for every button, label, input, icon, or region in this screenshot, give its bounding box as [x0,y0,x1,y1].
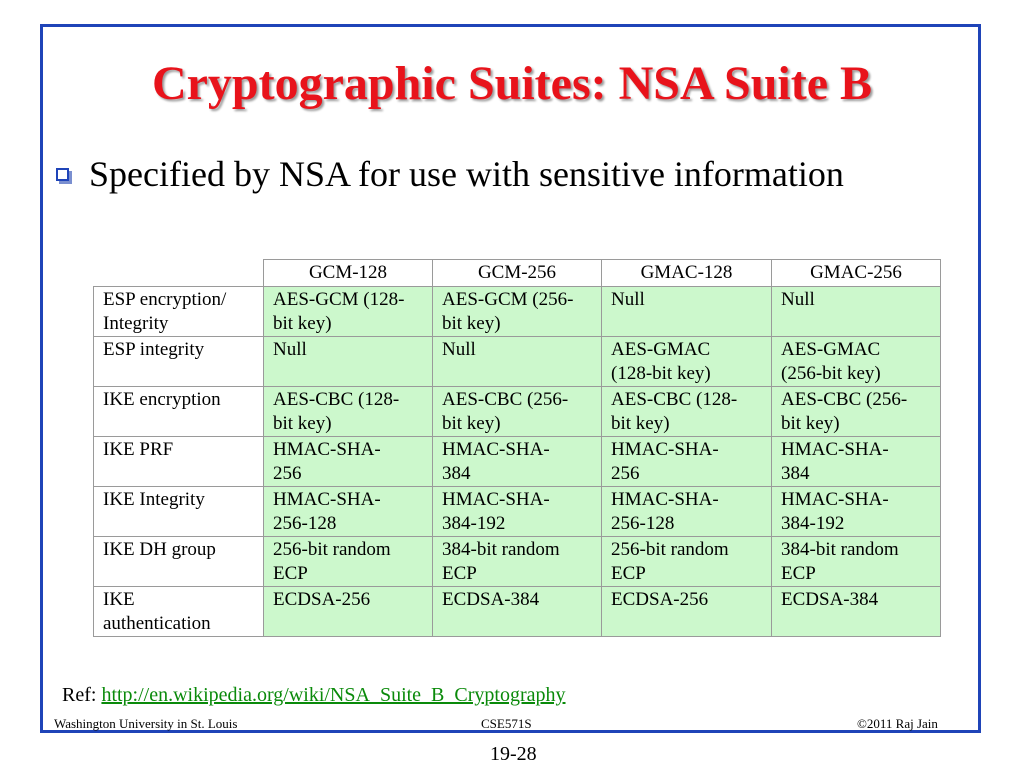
table-cell [772,587,941,637]
table-cell-text: 384-192 [442,513,506,534]
table-cell-text: 384-bit random [781,539,899,560]
reference-prefix: Ref: [62,684,102,706]
table-row [94,487,941,537]
row-header-text: IKE DH group [103,539,216,560]
table-cell-text: AES-CBC (128- [273,389,400,410]
table-cell-text: 384 [442,463,471,484]
table-cell-text: HMAC-SHA- [781,489,889,510]
table-cell [433,387,602,437]
table-cell [433,287,602,337]
table-header-row [94,260,941,287]
table-cell-text: HMAC-SHA- [442,489,550,510]
row-header-cell [94,587,264,637]
table-cell [602,537,772,587]
table-cell-text: bit key) [273,313,332,334]
table-cell-text: 384-bit random [442,539,560,560]
table-cell-text: AES-GCM (256- [442,289,574,310]
table-cell [433,337,602,387]
page-number: 19-28 [490,743,537,765]
table-cell-text: HMAC-SHA- [611,439,719,460]
bullet-text: Specified by NSA for use with sensitive information [89,154,844,194]
table-cell-text: 384 [781,463,810,484]
table-cell-text: ECP [781,563,816,584]
table-cell-text: AES-GMAC [781,339,881,360]
table-cell [602,287,772,337]
table-cell-text: AES-CBC (128- [611,389,738,410]
slide-title: Cryptographic Suites: NSA Suite B [151,57,873,110]
table-cell-text: (128-bit key) [611,363,711,384]
table-cell [772,437,941,487]
table-cell [433,487,602,537]
table-cell-text: HMAC-SHA- [273,439,381,460]
table-cell-text: 256-bit random [611,539,729,560]
table-row [94,587,941,637]
table-row [94,537,941,587]
table-cell-text: HMAC-SHA- [781,439,889,460]
table-cell [264,587,433,637]
row-header-cell [94,487,264,537]
table-cell-text: 256 [611,463,640,484]
table-cell [772,537,941,587]
row-header-text: IKE Integrity [103,489,205,510]
table-cell-text: AES-CBC (256- [781,389,908,410]
column-header: GCM-128 [264,260,433,287]
table-cell [602,487,772,537]
table-cell [602,437,772,487]
table-cell [264,537,433,587]
column-header: GMAC-256 [772,260,941,287]
reference-line [62,684,566,707]
row-header-text: IKE [103,589,135,610]
table-cell-text: bit key) [273,413,332,434]
row-header-text: ESP integrity [103,339,205,360]
row-header-text: authentication [103,613,211,634]
table-cell-text: AES-GCM (128- [273,289,405,310]
table-cell [602,587,772,637]
table-row [94,437,941,487]
table-cell [433,437,602,487]
table-cell-text: AES-CBC (256- [442,389,569,410]
square-bullet-icon [56,168,69,181]
reference-link[interactable]: http://en.wikipedia.org/wiki/NSA_Suite_B_Cryptography [101,684,566,706]
table-cell [602,337,772,387]
table-cell-text: 256-128 [611,513,675,534]
suite-table [93,259,941,637]
table-cell [602,387,772,437]
footer-copyright: ©2011 Raj Jain [857,716,938,731]
row-header-cell [94,437,264,487]
table-cell [264,387,433,437]
bullet-item [56,156,844,192]
table-cell-text: (256-bit key) [781,363,881,384]
row-header-cell [94,287,264,337]
footer-course: CSE571S [481,716,532,731]
column-header: GCM-256 [433,260,602,287]
row-header-cell [94,537,264,587]
table-row [94,337,941,387]
table-row [94,287,941,337]
table-cell-text: 384-192 [781,513,845,534]
row-header-text: IKE PRF [103,439,174,460]
table-cell-text: HMAC-SHA- [611,489,719,510]
table-cell [433,587,602,637]
table-cell-text: ECDSA-384 [781,589,879,610]
table-cell [264,487,433,537]
table-corner-cell [94,260,264,287]
table-cell-text: 256 [273,463,302,484]
table-cell-text: AES-GMAC [611,339,711,360]
table-cell-text: Null [273,339,307,360]
table-cell-text: bit key) [442,413,501,434]
table-cell-text: Null [442,339,476,360]
row-header-text: Integrity [103,313,169,334]
table-cell [772,387,941,437]
table-row [94,387,941,437]
table-cell [772,487,941,537]
table-cell-text: ECP [273,563,308,584]
table-cell [772,287,941,337]
table-cell-text: bit key) [781,413,840,434]
table-cell [264,337,433,387]
table-cell [264,437,433,487]
row-header-cell [94,387,264,437]
table-cell-text: ECP [442,563,477,584]
table-cell-text: ECP [611,563,646,584]
row-header-text: ESP encryption/ [103,289,227,310]
table-cell-text: ECDSA-256 [611,589,709,610]
table-cell-text: ECDSA-256 [273,589,371,610]
table-cell [772,337,941,387]
row-header-text: IKE encryption [103,389,221,410]
table-cell-text: bit key) [442,313,501,334]
table-cell-text: Null [781,289,815,310]
table-cell-text: HMAC-SHA- [273,489,381,510]
table-cell [264,287,433,337]
column-header: GMAC-128 [602,260,772,287]
table-cell-text: Null [611,289,645,310]
table-cell-text: 256-128 [273,513,337,534]
table-cell-text: ECDSA-384 [442,589,540,610]
table-cell [433,537,602,587]
table-cell-text: 256-bit random [273,539,391,560]
table-cell-text: HMAC-SHA- [442,439,550,460]
footer-institution: Washington University in St. Louis [54,716,238,731]
table-cell-text: bit key) [611,413,670,434]
row-header-cell [94,337,264,387]
